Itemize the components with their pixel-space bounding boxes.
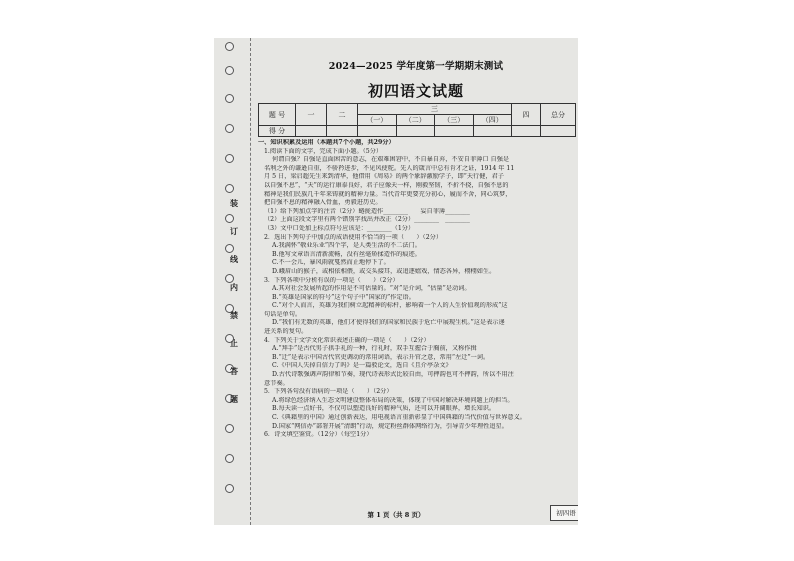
binding-word: 题: [230, 394, 238, 404]
text-line: 一、知识积累及运用（本题共7个小题，共29分）: [258, 139, 395, 146]
binding-hole: [225, 244, 234, 253]
text-line: D.国家“网信办”部署开展“清朗”行动，规定粉丝群体网络行为，引导青少年理性追星。: [272, 422, 508, 430]
text-line: （1）给下列加点字的注音（2分）蜷拢造作________ 妄自菲薄________: [264, 207, 470, 215]
binding-hole: [225, 454, 234, 463]
text-line: 进关系的复句。: [264, 328, 308, 336]
binding-word: 止: [230, 338, 238, 348]
binding-word: 装: [230, 198, 238, 208]
binding-hole: [225, 94, 234, 103]
score-cell[interactable]: [473, 126, 512, 137]
question-text: [258, 139, 574, 440]
score-cell[interactable]: [327, 126, 358, 137]
col-total: 总分: [541, 104, 576, 126]
binding-hole: [225, 184, 234, 193]
score-cell[interactable]: [541, 126, 576, 137]
text-line: B.“迁”是表示中国古代官吏调动的常用词语，表示升官之意，常用“左迁”一词。: [272, 353, 490, 361]
binding-word: 禁: [230, 310, 238, 320]
text-line: C.不一会儿，暴风雨就戛然而止地停下了。: [272, 259, 390, 267]
binding-hole: [225, 124, 234, 133]
exam-paper-photo: [214, 38, 578, 525]
text-line: D.古代诗歌强调声韵律和节奏，现代诗表形式比较自由，可押韵也可不押韵，所以不用注: [272, 371, 514, 379]
binding-word: 答: [230, 366, 238, 376]
text-line: 月 5 日，梁启超先生来到清华，他借用《周易》的两个象辞激励学子，即“天行健，君子: [264, 173, 504, 181]
text-line: A.将绿色经济纳入生态文明建设整体布局的决策，体现了中国对解决环境问题上的担当。: [272, 396, 514, 404]
text-line: C.《中国人失掉自信力了吗》是一篇驳论文，选自《且介亭杂文》: [272, 362, 452, 370]
exam-content: [258, 58, 574, 440]
binding-hole: [225, 484, 234, 493]
binding-word: 线: [230, 254, 238, 264]
text-line: 2．选出下列句子中加点的成语使用不恰当的一项（ ）（2分）: [264, 233, 443, 241]
col-2: 二: [327, 104, 358, 126]
text-line: C.“对个人而言，英雄为我们树立起精神的标杆，影响着一个人的人生价值观的形成”这: [272, 302, 508, 310]
text-line: B.“英雄是国家的符号”这个句子中“国家的”作定语。: [272, 293, 415, 301]
text-line: （2）上面这段文字里有两个错别字找出并改正（2分）________ ________: [264, 216, 470, 224]
row-label-question-number: 题 号: [259, 104, 296, 126]
col-3-sub: （二）: [396, 115, 435, 126]
text-line: 名利之外的谦逊自重，不骄矜进步，不见风使舵。先人的箴言中总有肯才之证，1914 年 11: [264, 164, 515, 172]
text-line: 4．下列关于文学文化常识表述正确的一项是（ ）（2分）: [264, 336, 430, 344]
text-line: A.其对社会发展所起的作用是不可估量的。“对”是介词，“估量”是动词。: [272, 285, 471, 293]
text-line: D.峨眉山的猴子，或相依相偎，或交头接耳，或追逐嬉戏，情态各异，栩栩如生。: [272, 267, 496, 275]
text-line: A.我满怀“敬业乐业”四个字，是人类生活的不二法门。: [272, 242, 421, 250]
col-4: 四: [512, 104, 541, 126]
text-line: 句话是单句。: [264, 310, 302, 318]
text-line: 意节奏。: [264, 379, 289, 387]
col-3-sub: （三）: [435, 115, 474, 126]
text-line: B.他写文章语言清新流畅，没有丝毫矫揉造作的痕迹。: [272, 250, 421, 258]
text-line: B.每天读一点好书，不仅可以塑造良好的精神气质，还可以开阔眼界，增长知识。: [272, 405, 496, 413]
binding-word: 内: [230, 282, 238, 292]
text-line: 5．下列各句没有语病的一项是（ ）（2分）: [264, 388, 393, 396]
score-cell[interactable]: [358, 126, 397, 137]
text-line: 把自强不息的精神融入骨血，勇毅进历史。: [264, 199, 382, 207]
binding-margin: [214, 38, 251, 525]
binding-hole: [225, 66, 234, 75]
score-cell[interactable]: [512, 126, 541, 137]
col-3-sub: （一）: [358, 115, 397, 126]
text-line: D.“我们有无数的英雄，他们才使得我们的国家和民族于危亡中展现生机。”这是表示递: [272, 319, 505, 327]
binding-hole: [225, 42, 234, 51]
score-cell[interactable]: [296, 126, 327, 137]
text-line: 精神是我们民族几千年来铸就的精神力量。当代青年更要充分初心，履而不舍，同心筑梦，: [264, 190, 512, 198]
col-1: 一: [296, 104, 327, 126]
text-line: 1.阅读下面的文字，完成下面小题。（5分）: [264, 147, 383, 155]
corner-tag: 初四语: [550, 505, 578, 521]
subject-title: 初四语文试题: [367, 82, 464, 100]
row-label-score: 得 分: [259, 126, 296, 137]
text-line: A.“拜手”是古代男子拱手礼的一种，行礼时，双手互握合于胸前，又称作揖: [272, 345, 477, 353]
exam-title: 2024—2025 学年度第一学期期末测试: [328, 61, 504, 72]
col-3-sub: （四）: [473, 115, 512, 126]
text-line: 以自强不息”，“天”的运行康泰良好，君子应像天一样，刚毅坚韧，不折不挠，自强不息的: [264, 181, 509, 189]
binding-word: 订: [230, 226, 238, 236]
score-cell[interactable]: [435, 126, 474, 137]
binding-hole: [225, 154, 234, 163]
text-line: 6．诗文填空鉴赏。（12分）（每空1分）: [264, 431, 373, 439]
text-line: （3）文中口处加上标点符号应该是：________（1分）: [264, 224, 415, 232]
text-line: 何谓自强？自强是直面困苦的意志，在艰难困窘中，不自暴自弃，不安自菲薄口 自强是: [272, 156, 510, 164]
page-footer: 第 1 页（共 8 页）: [367, 511, 425, 519]
text-line: C.《典籍里的中国》通过创新表达，用电视语言重新彰显了中国典籍的当代价值与世界意义。: [272, 414, 526, 421]
col-3: 三: [358, 104, 512, 115]
score-table: [258, 103, 576, 137]
binding-hole: [225, 214, 234, 223]
text-line: 3．下列各项中分析有误的一项是（ ）（2分）: [264, 276, 399, 284]
binding-hole: [225, 424, 234, 433]
score-cell[interactable]: [396, 126, 435, 137]
